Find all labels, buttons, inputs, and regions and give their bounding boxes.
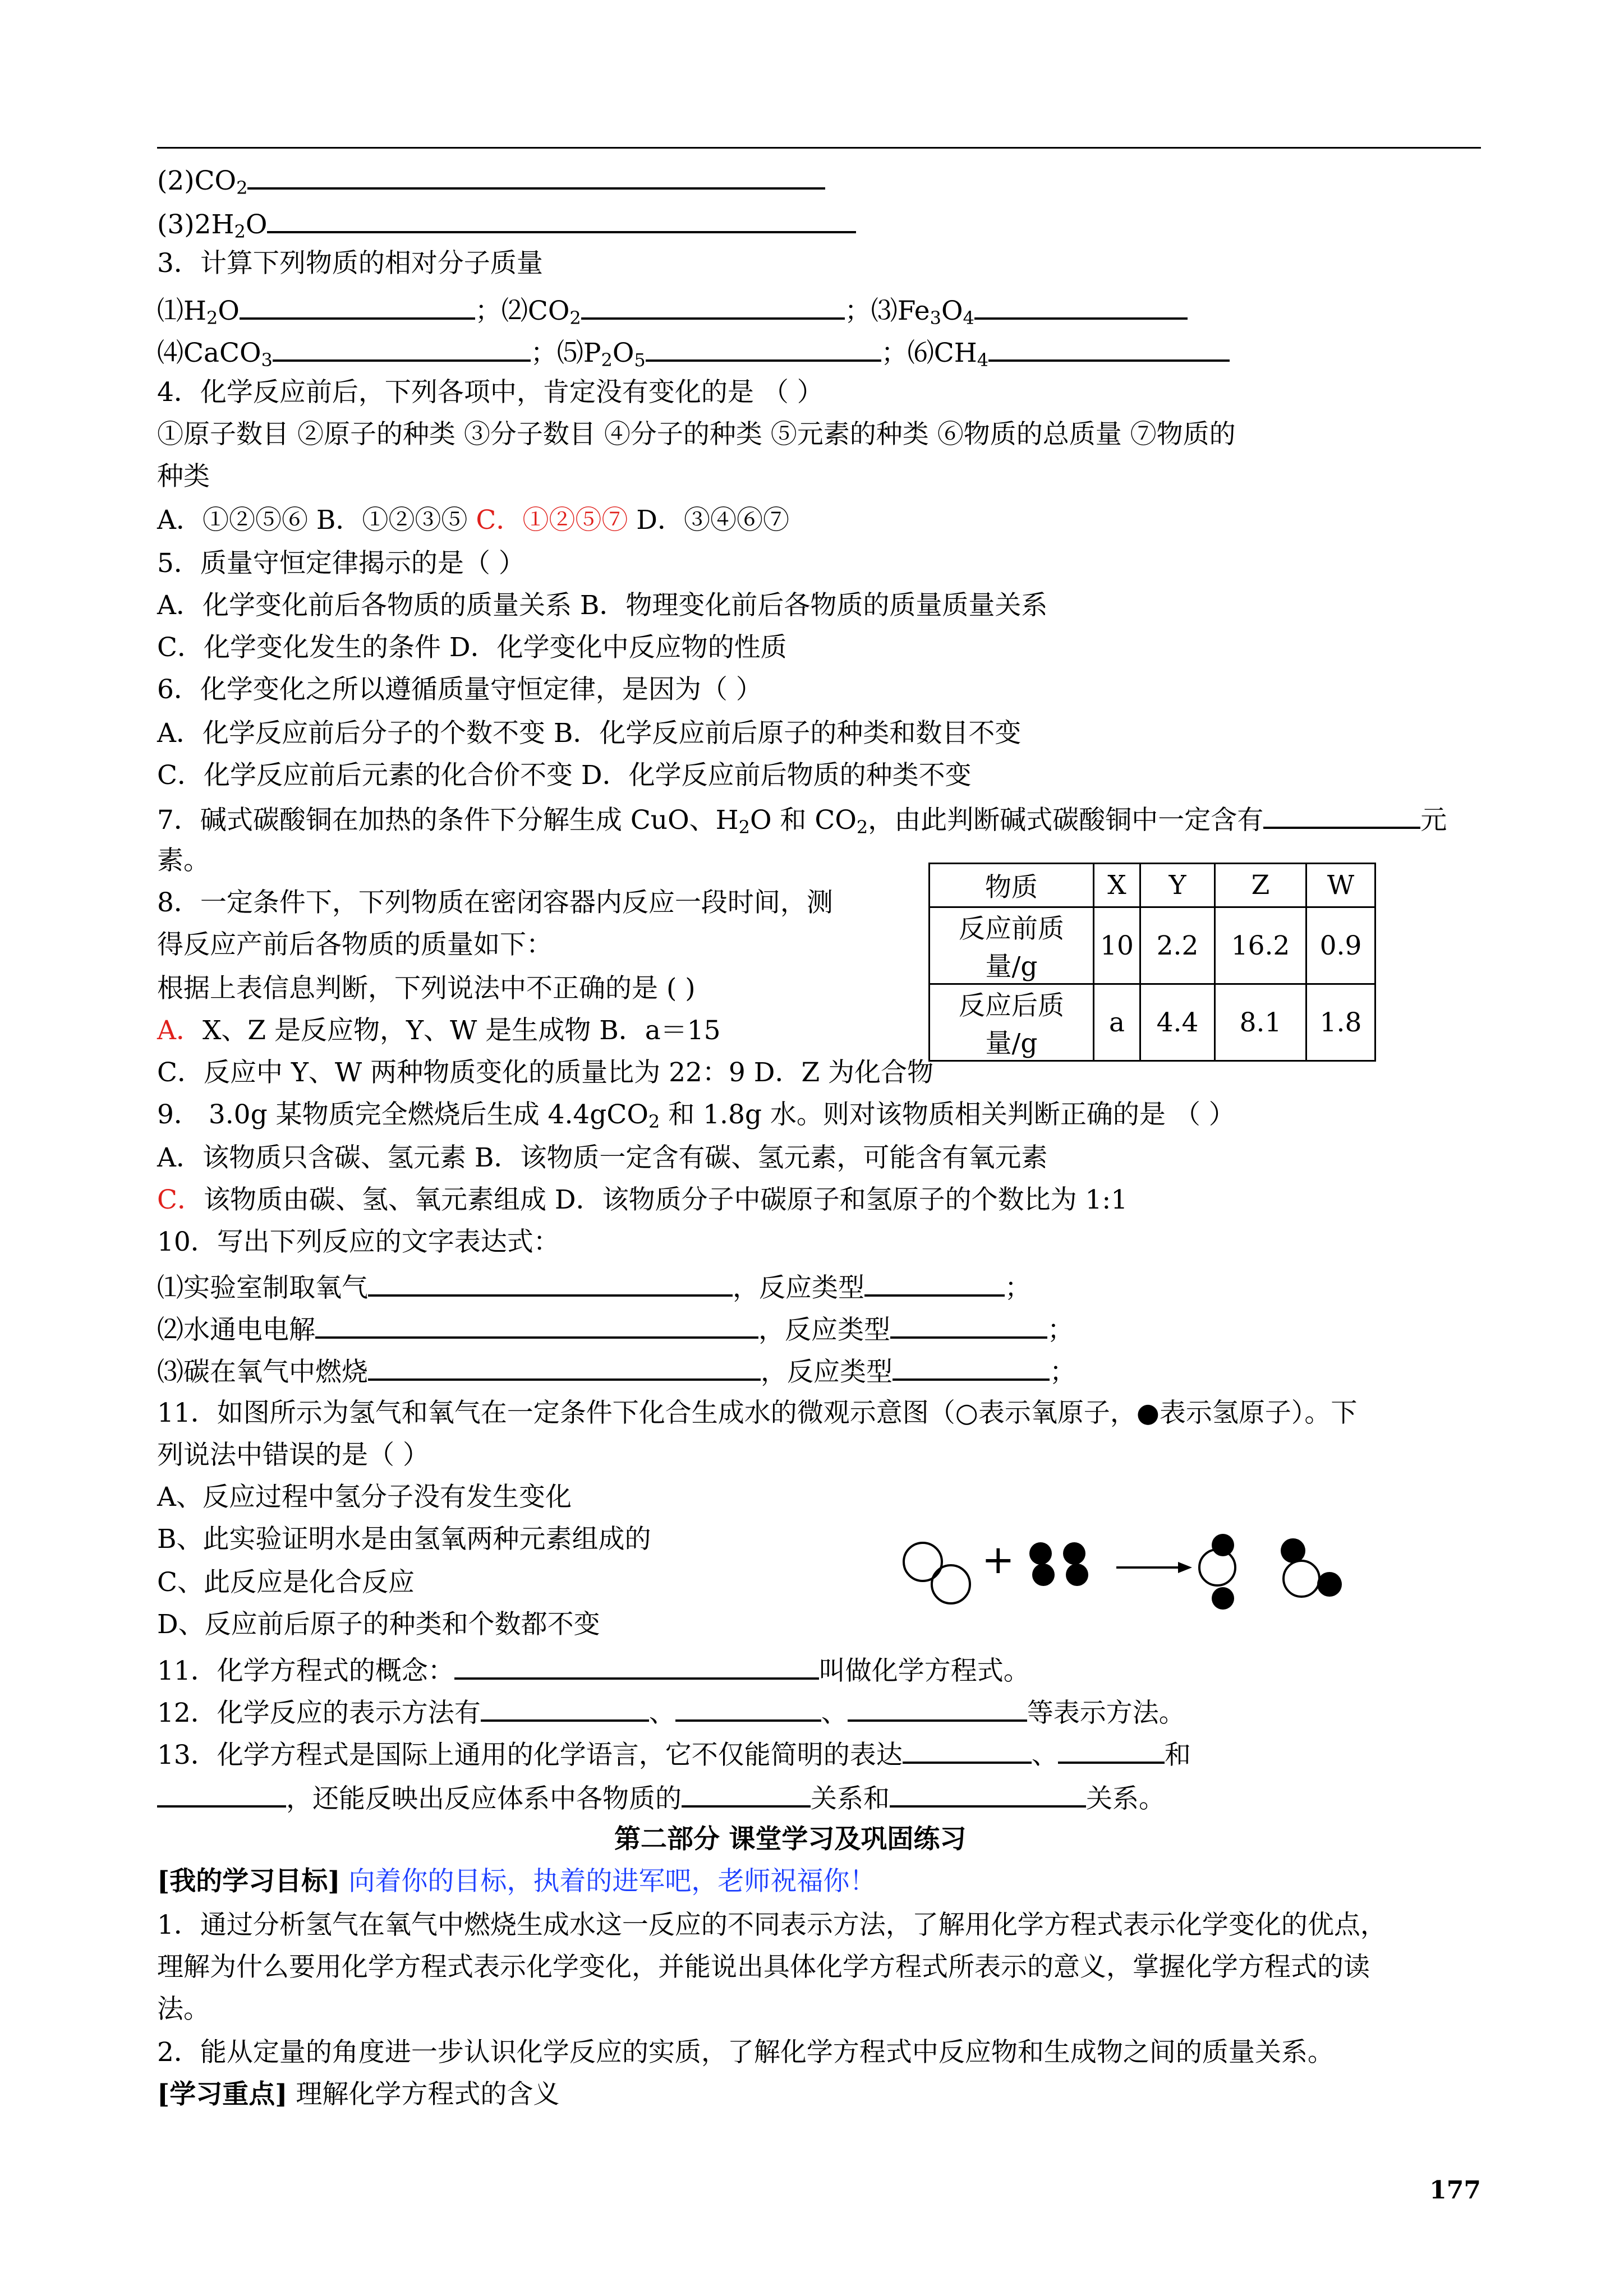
question-11-d: D、反应前后原子的种类和个数都不变 — [157, 1609, 600, 1640]
question-3: 3．计算下列物质的相对分子质量 — [157, 248, 543, 279]
question-13-cont: ，还能反映出反应体系中各物质的 关系和 关系。 — [157, 1779, 1165, 1816]
question-5: 5．质量守恒定律揭示的是（ ） — [157, 548, 525, 579]
hydrogen-atom-icon — [1212, 1534, 1234, 1556]
question-4-items-cont: 种类 — [157, 461, 210, 492]
table-cell: Z — [1215, 864, 1306, 907]
table-cell: 物质 — [930, 864, 1094, 907]
question-11-a: A、反应过程中氢分子没有发生变化 — [157, 1482, 572, 1513]
hydrogen-atom-icon — [1029, 1542, 1052, 1565]
question-11-c: C、此反应是化合反应 — [157, 1567, 415, 1598]
learning-goals-heading: [我的学习目标] 向着你的目标，执着的进军吧，老师祝福你！ — [157, 1866, 876, 1897]
molecule-diagram — [892, 1514, 1487, 1643]
question-5-cd: C．化学变化发生的条件 D．化学变化中反应物的性质 — [157, 632, 787, 663]
question-3-row1: $⑴H_2O$ ；$⑵CO_2$ ；$⑶Fe_3O_4$ — [157, 292, 1188, 335]
question-11-cont: 列说法中错误的是（ ） — [157, 1440, 429, 1470]
question-8: 8．一定条件下，下列物质在密闭容器内反应一段时间，测 — [157, 887, 833, 918]
question-10-2: ⑵水通电电解 ，反应类型 ； — [157, 1311, 1074, 1347]
hydrogen-atom-icon — [1066, 1564, 1088, 1586]
hydrogen-atom-icon — [1063, 1542, 1085, 1565]
table-cell: a — [1094, 984, 1140, 1061]
table-cell: 反应前质量/g — [930, 907, 1094, 984]
question-8-prompt: 根据上表信息判断，下列说法中不正确的是 ( ) — [157, 973, 696, 1004]
table-cell: 8.1 — [1215, 984, 1306, 1061]
question-10-1: ⑴实验室制取氧气 ，反应类型 ； — [157, 1269, 1031, 1305]
section-title: 第二部分 课堂学习及巩固练习 — [614, 1824, 967, 1855]
table-cell: W — [1306, 864, 1375, 907]
oxygen-atom-icon — [1283, 1561, 1319, 1597]
table-cell: 4.4 — [1140, 984, 1215, 1061]
key-point: [学习重点] 理解化学方程式的含义 — [157, 2079, 560, 2110]
question-8-ab: A．X、Z 是反应物，Y、W 是生成物 B．a＝15 — [157, 1015, 721, 1046]
header-rule — [157, 147, 1481, 149]
table-cell: 16.2 — [1215, 907, 1306, 984]
oxygen-atom-icon — [904, 1543, 942, 1581]
question-7: 7．碱式碳酸铜在加热的条件下分解生成 CuO、$H_2O$ 和 $CO_2$，由此判断碱式碳酸铜中一定含有 元 — [157, 801, 1447, 844]
question-6: 6．化学变化之所以遵循质量守恒定律，是因为（ ） — [157, 674, 762, 705]
table-cell: 0.9 — [1306, 907, 1375, 984]
question-13: 13．化学方程式是国际上通用的化学语言，它不仅能简明的表达 、 和 — [157, 1736, 1191, 1772]
oxygen-atom-icon — [1199, 1550, 1235, 1585]
question-4-items: ①原子数目 ②原子的种类 ③分子数目 ④分子的种类 ⑤元素的种类 ⑥物质的总质量 ⑦物质的 — [157, 419, 1236, 450]
hydrogen-atom-icon — [1032, 1564, 1055, 1586]
table-cell: X — [1094, 864, 1140, 907]
table-cell: Y — [1140, 864, 1215, 907]
table-cell: 2.2 — [1140, 907, 1215, 984]
goal-2: 2．能从定量的角度进一步认识化学反应的实质，了解化学方程式中反应物和生成物之间的质量关系。 — [157, 2037, 1334, 2068]
question-8-cont: 得反应产前后各物质的质量如下： — [157, 929, 553, 960]
table-row — [930, 864, 1375, 907]
line-co2: $(2)CO_2$ — [157, 162, 825, 205]
table-row — [930, 984, 1375, 1061]
arrow-head-icon — [1178, 1562, 1192, 1573]
question-10-3: ⑶碳在氧气中燃烧 ，反应类型 ； — [157, 1353, 1076, 1389]
table-cell: 10 — [1094, 907, 1140, 984]
question-9-cd: C．该物质由碳、氢、氧元素组成 D．该物质分子中碳原子和氢原子的个数比为 1:1 — [157, 1184, 1128, 1215]
question-7-cont: 素。 — [157, 845, 210, 876]
goal-1-end: 法。 — [157, 1994, 210, 2025]
table-cell: 反应后质量/g — [930, 984, 1094, 1061]
page-number: 177 — [1429, 2176, 1481, 2205]
hydrogen-atom-icon — [1317, 1572, 1342, 1597]
question-6-cd: C．化学反应前后元素的化合价不变 D．化学反应前后物质的种类不变 — [157, 760, 972, 791]
question-6-ab: A．化学反应前后分子的个数不变 B．化学反应前后原子的种类和数目不变 — [157, 718, 1022, 749]
question-11b: 11．化学方程式的概念： 叫做化学方程式。 — [157, 1652, 1030, 1688]
table-row — [930, 907, 1375, 984]
question-11: 11．如图所示为氢气和氧气在一定条件下化合生成水的微观示意图（○表示氧原子，●表示氢原子）。下 — [157, 1398, 1358, 1428]
question-4-options: A．①②⑤⑥ B．①②③⑤ C．①②⑤⑦ D．③④⑥⑦ — [157, 505, 789, 536]
question-9: 9． 3.0g 某物质完全燃烧后生成 4.4gCO$_2$ 和 1.8g 水。则对该物质相关判断正确的是 （ ） — [157, 1099, 1235, 1132]
goal-1: 1．通过分析氢气在氧气中燃烧生成水这一反应的不同表示方法，了解用化学方程式表示化学变化的优点， — [157, 1910, 1387, 1940]
question-12: 12．化学反应的表示方法有 、 、 等表示方法。 — [157, 1694, 1185, 1730]
question-11-b: B、此实验证明水是由氢氧两种元素组成的 — [157, 1524, 651, 1555]
question-5-ab: A．化学变化前后各物质的质量关系 B．物理变化前后各物质的质量质量关系 — [157, 590, 1048, 621]
hydrogen-atom-icon — [1281, 1538, 1305, 1563]
oxygen-atom-icon — [932, 1565, 970, 1603]
table-cell: 1.8 — [1306, 984, 1375, 1061]
goal-1-cont: 理解为什么要用化学方程式表示化学变化，并能说出具体化学方程式所表示的意义，掌握化学方程式的读 — [157, 1952, 1370, 1983]
question-4: 4．化学反应前后，下列各项中，肯定没有变化的是 （ ） — [157, 377, 823, 408]
question-8-cd: C．反应中 Y、W 两种物质变化的质量比为 22：9 D．Z 为化合物 — [157, 1057, 934, 1088]
hydrogen-atom-icon — [1212, 1587, 1234, 1610]
line-2h2o: $(3)2H_2O$ — [157, 205, 856, 248]
question-10: 10．写出下列反应的文字表达式： — [157, 1227, 560, 1257]
question-9-ab: A．该物质只含碳、氢元素 B．该物质一定含有碳、氢元素，可能含有氧元素 — [157, 1142, 1048, 1173]
plus-sign-icon: + — [982, 1537, 1015, 1583]
mass-table — [928, 863, 1376, 1062]
question-3-row2: ⑷CaCO$_3$ ；$⑸P_2O_5$ ；$⑹CH_4$ — [157, 334, 1230, 377]
